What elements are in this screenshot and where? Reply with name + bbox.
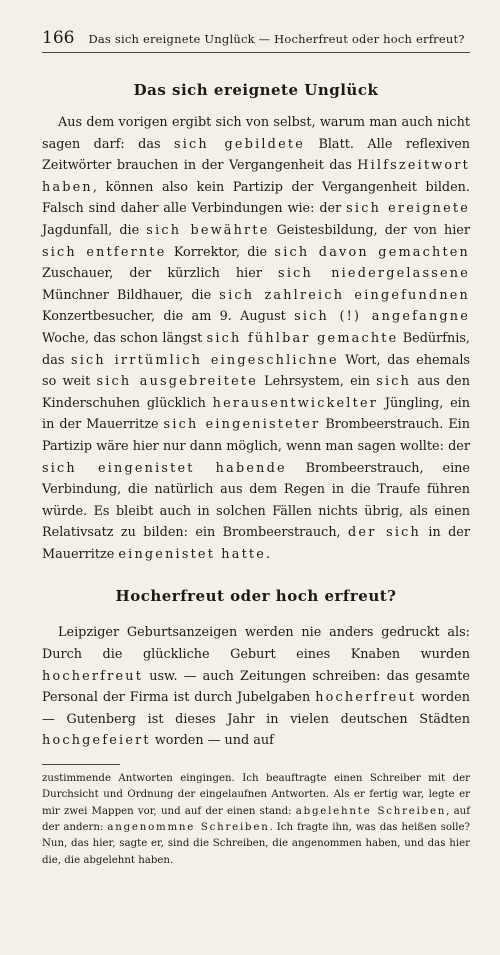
text-run: Wort, das ehemals so weit — [42, 352, 470, 390]
text-run: Bedürfnis, das — [42, 330, 470, 368]
spaced-text: sich niedergelassene — [278, 266, 471, 282]
spaced-text: herausentwickelter — [212, 395, 379, 411]
text-run: Jagdunfall, die — [42, 222, 147, 238]
spaced-text: Hilfszeitwort haben — [42, 158, 470, 195]
spaced-text: sich ereignete — [346, 201, 471, 217]
text-run: Münchner Bildhauer, die — [42, 287, 220, 303]
text-run: Konzertbesucher, die am 9. August — [42, 309, 295, 325]
spaced-text: sich fühlbar gemachte — [206, 330, 399, 346]
spaced-text: hocherfreut — [315, 690, 417, 706]
section-1-paragraph — [42, 112, 470, 565]
spaced-text: sich eingenisteter — [163, 417, 321, 433]
text-run: Jüngling, ein in der Mauerritze — [42, 395, 470, 433]
text-run: in der Mauerritze — [42, 525, 470, 562]
text-run: Aus dem vorigen ergibt sich von selbst, warum man auch nicht sagen darf: das — [42, 115, 470, 152]
text-run: Leipziger Geburtsanzeigen werden nie anders gedruckt als: Durch die glückliche Geburt eines Knaben wurden — [42, 625, 470, 663]
spaced-text: der sich — [348, 525, 421, 541]
text-run: worden — und auf — [150, 733, 274, 749]
section-heading-2: Hocherfreut oder hoch erfreut? — [115, 587, 397, 606]
spaced-text: sich entfernte — [42, 244, 167, 260]
text-run: Woche, das schon längst — [42, 330, 207, 346]
text-run: Lehrsystem, ein — [257, 374, 377, 390]
text-run: Blatt. Alle reflexiven Zeitwörter brauchen in der Vergangenheit das — [42, 136, 471, 174]
text-run: . — [266, 546, 271, 562]
spaced-text: sich (!) angefangne — [294, 309, 470, 325]
text-run: Zuschauer, der kürzlich hier — [42, 266, 279, 282]
footnote-divider — [42, 764, 120, 765]
spaced-text: hochgefeiert — [42, 733, 151, 749]
spaced-text: angenommne Schreiben — [107, 821, 270, 833]
text-run: Brombeerstrauch. Ein Partizip wäre hier nur dann möglich, wenn man sagen wollte: der — [42, 417, 470, 454]
spaced-text: eingenistet hatte — [118, 546, 267, 562]
spaced-text: hocherfreut — [42, 668, 144, 684]
text-run: . Ich fragte ihn, was das heißen solle? Nun, das hier, sagte er, sind die Schreiben, die angenommen haben, und das hier die, die abgelehnt haben. — [42, 821, 470, 866]
text-run: usw. — auch Zeitungen schreiben: das gesamte Personal der Firma ist durch Jubelgaben — [42, 668, 470, 706]
spaced-text: abgelehnte Schreiben — [295, 805, 447, 817]
running-title: Das sich ereignete Unglück — Hocherfreut oder hoch erfreut? — [88, 32, 465, 46]
text-run: aus den Kinderschuhen glücklich — [42, 374, 470, 411]
spaced-text: sich zahlreich eingefundnen — [219, 287, 470, 303]
running-header — [42, 28, 470, 53]
footnote-text — [42, 771, 470, 869]
text-run: , auf der andern: — [42, 805, 470, 833]
spaced-text: sich gebildete — [174, 136, 305, 152]
spaced-text: sich — [376, 374, 412, 390]
page-number: 166 — [42, 28, 75, 48]
section-2-paragraph — [42, 622, 470, 752]
spaced-text: sich ausgebreitete — [96, 374, 258, 390]
spaced-text: sich bewährte — [146, 222, 270, 238]
text-run: Brombeerstrauch, eine Verbindung, die natürlich aus dem Regen in die Traufe führen würde. Es bleibt auch in solchen Fällen nichts übrig, als einen Relativsatz zu bilden: ein Brombeerstrauch, — [42, 460, 470, 541]
section-heading-1: Das sich ereignete Unglück — [133, 81, 379, 99]
text-run: Geistesbildung, der von hier — [269, 222, 470, 238]
text-run: zustimmende Antworten eingingen. Ich beauftragte einen Schreiber mit der Durchsicht und Ordnung der eingelaufnen Antworten. Als er fertig war, legte er mir zwei Mappen vor, und auf der einen stand: — [42, 773, 470, 817]
text-run: , können also kein Partizip der Vergangenheit bilden. Falsch sind daher alle Verbindungen wie: der — [42, 179, 470, 217]
text-run: worden — Gutenberg ist dieses Jahr in vielen deutschen Städten — [42, 690, 470, 727]
text-run: Korrektor, die — [166, 244, 275, 260]
spaced-text: sich davon gemachten — [274, 244, 470, 260]
spaced-text: sich eingenistet habende — [42, 460, 287, 476]
spaced-text: sich irrtümlich eingeschlichne — [70, 352, 339, 368]
